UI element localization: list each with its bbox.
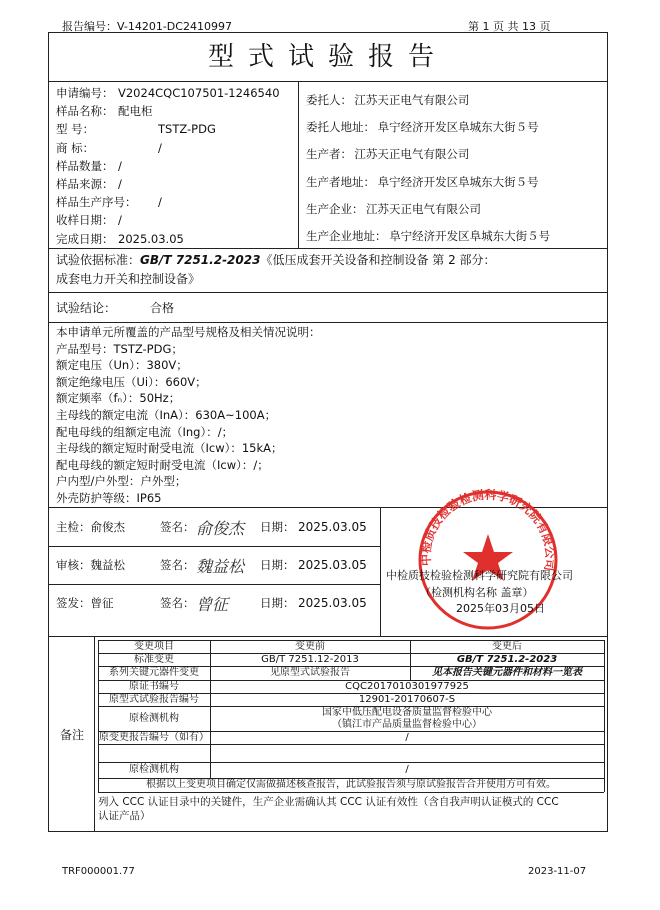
signer-role: 主检：俞俊杰 xyxy=(56,520,125,534)
left-info-value: 2025.03.05 xyxy=(118,231,184,246)
left-info-label: 商 标： xyxy=(56,140,95,155)
date-label: 日期： xyxy=(260,558,295,572)
left-info-label: 样品生产序号： xyxy=(56,195,137,210)
table-header: 变更后 xyxy=(492,641,522,652)
table-cell: 见本报告关键元器件和材料一览表 xyxy=(432,667,582,678)
footer-date: 2023-11-07 xyxy=(528,866,587,877)
table-line xyxy=(98,744,604,745)
seal-text: 中检质技检验检测科学研究院有限公司 xyxy=(418,487,558,573)
remarks-label: 备注 xyxy=(60,728,85,742)
divider xyxy=(48,584,380,585)
table-line xyxy=(98,762,604,763)
description-line: 额定电压（Un）：380V； xyxy=(56,358,188,373)
sign-date: 2025.03.05 xyxy=(298,596,367,610)
form-number: TRF000001.77 xyxy=(62,866,135,877)
handwritten-signature: 俞俊杰 xyxy=(196,519,245,538)
description-line: 外壳防护等级：IP65 xyxy=(56,491,162,505)
basis-line1 xyxy=(56,253,496,267)
description-line: 额定频率（fₙ）：50Hz； xyxy=(56,391,181,406)
table-cell: / xyxy=(405,764,409,775)
divider xyxy=(48,546,380,547)
table-cell: / xyxy=(405,732,409,743)
left-info-label: 样品名称： xyxy=(56,104,114,119)
right-info-label: 委托人： xyxy=(306,93,352,107)
table-cell: 标准变更 xyxy=(134,654,174,665)
right-info-label: 生产者地址： xyxy=(306,174,375,189)
issuer-date: 2025年03月05日 xyxy=(456,602,545,615)
left-info-value: / xyxy=(158,140,162,155)
date-label: 日期： xyxy=(260,596,295,610)
right-info-label: 生产企业： xyxy=(306,201,364,216)
remark-note: 认证产品） xyxy=(98,810,151,822)
report-title: 型式试验报告 xyxy=(48,32,608,82)
left-info-value: V2024CQC107501-1246540 xyxy=(118,86,280,100)
right-info-value: 江苏天正电气有限公司 xyxy=(354,147,470,162)
sign-label: 签名： xyxy=(160,558,195,572)
right-info-label: 委托人地址： xyxy=(306,120,375,135)
left-info-value: TSTZ-PDG xyxy=(158,122,216,137)
sign-date: 2025.03.05 xyxy=(298,558,367,572)
conclusion-value: 合格 xyxy=(150,301,175,315)
table-cell: 系列关键元器件变更 xyxy=(109,667,199,678)
basis-desc2: 成套电力开关和控制设备》 xyxy=(56,272,201,286)
left-info-label: 完成日期： xyxy=(56,231,114,246)
right-info-value: 阜宁经济开发区阜城东大街５号 xyxy=(377,174,539,189)
basis-label: 试验依据标准： xyxy=(56,253,141,267)
table-header: 变更前 xyxy=(295,641,325,652)
table-cell: 原证书编号 xyxy=(129,681,179,692)
handwritten-signature: 魏益松 xyxy=(196,557,245,576)
sign-label: 签名： xyxy=(160,520,195,534)
divider xyxy=(48,292,608,293)
table-cell: 原检测机构 xyxy=(129,764,179,775)
table-cell: 12901-20170607-S xyxy=(358,694,456,705)
signer-role: 审核：魏益松 xyxy=(56,558,125,572)
table-line xyxy=(604,640,605,792)
divider xyxy=(48,636,608,637)
description-line: 配电母线的组额定电流（Ing）：/； xyxy=(56,424,234,439)
left-info-value: / xyxy=(118,213,122,228)
table-cell: 见原型式试验报告 xyxy=(270,667,350,678)
description-line: 额定绝缘电压（Ui）：660V； xyxy=(56,374,207,389)
left-info-label: 收样日期： xyxy=(56,213,114,228)
description-line: 本申请单元所覆盖的产品型号规格及相关情况说明： xyxy=(56,325,321,339)
left-info-value: / xyxy=(158,195,162,210)
signer-role: 签发：曾征 xyxy=(56,596,114,610)
divider xyxy=(48,322,608,323)
description-line: 户内型/户外型：户外型； xyxy=(56,474,187,489)
issuer-sub: （检测机构名称 盖章） xyxy=(420,586,534,599)
left-info-value: / xyxy=(118,177,122,191)
table-cell: 原变更报告编号（如有） xyxy=(99,732,209,743)
table-cell: 国家中低压配电设备质量监督检验中心 xyxy=(322,707,492,718)
right-info-label: 生产企业地址： xyxy=(306,229,387,243)
info-divider xyxy=(298,82,299,248)
handwritten-signature: 曾征 xyxy=(196,595,229,614)
right-info-value: 阜宁经济开发区阜城东大街５号 xyxy=(389,229,551,243)
right-info-label: 生产者： xyxy=(306,147,352,162)
remark-divider xyxy=(94,636,95,832)
table-cell: CQC2017010301977925 xyxy=(345,681,469,692)
issuer-org: 中检质技检验检测科学研究院有限公司 xyxy=(386,569,573,582)
right-info-value: 江苏天正电气有限公司 xyxy=(366,201,481,216)
divider xyxy=(48,248,608,249)
left-info-label: 样品来源： xyxy=(56,177,114,191)
right-info-value: 江苏天正电气有限公司 xyxy=(354,93,470,107)
sign-divider xyxy=(380,507,381,636)
sign-date: 2025.03.05 xyxy=(298,520,367,534)
table-note: 根据以上变更项目确定仅需做描述核查报告，此试验报告须与原试验报告合并使用方可有效。 xyxy=(146,779,556,790)
table-cell: GB/T 7251.2-2023 xyxy=(456,654,558,665)
table-cell: GB/T 7251.12-2013 xyxy=(261,654,359,665)
basis-standard: GB/T 7251.2-2023 xyxy=(140,253,261,267)
table-cell: （镇江市产品质量监督检验中心） xyxy=(332,719,482,730)
basis-desc1: 《低压成套开关设备和控制设备 第 2 部分： xyxy=(260,253,496,267)
description-line: 产品型号：TSTZ-PDG； xyxy=(56,341,183,356)
date-label: 日期： xyxy=(260,520,295,534)
conclusion-label: 试验结论： xyxy=(56,301,117,315)
table-header: 变更项目 xyxy=(134,641,174,652)
left-info-label: 型 号： xyxy=(56,122,95,137)
right-info-value: 阜宁经济开发区阜城东大街５号 xyxy=(377,120,539,135)
report-number: 报告编号：V-14201-DC2410997 xyxy=(62,20,232,33)
left-info-value: / xyxy=(118,158,122,173)
description-line: 主母线的额定电流（InA）：630A~100A； xyxy=(56,408,277,422)
description-line: 主母线的额定短时耐受电流（Icw）：15kA； xyxy=(56,441,283,456)
table-cell: 原型式试验报告编号 xyxy=(109,694,199,705)
remark-note: 列入 CCC 认证目录中的关键件，生产企业需确认其 CCC 认证有效性（含自我声明认证模式的 CCC xyxy=(98,796,559,808)
page-info: 第 1 页 共 13 页 xyxy=(468,20,551,33)
left-info-value: 配电柜 xyxy=(118,104,153,119)
table-cell: 原检测机构 xyxy=(129,713,179,724)
left-info-label: 申请编号： xyxy=(56,86,114,100)
table-line xyxy=(98,792,604,793)
left-info-label: 样品数量： xyxy=(56,158,114,173)
sign-label: 签名： xyxy=(160,596,195,610)
description-line: 配电母线的额定短时耐受电流（Icw）：/； xyxy=(56,457,269,472)
